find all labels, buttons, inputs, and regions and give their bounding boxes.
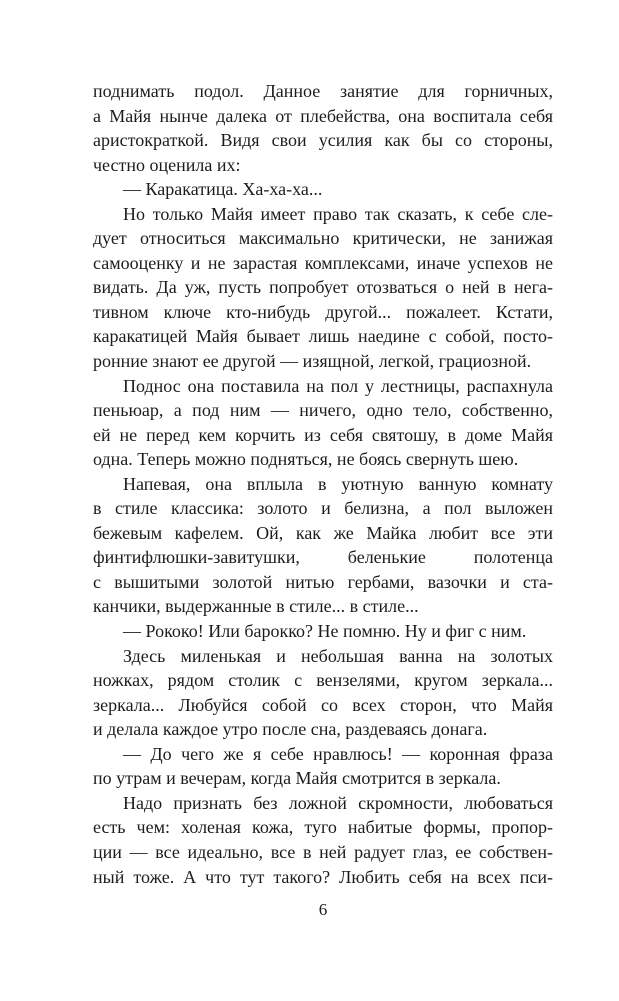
text-line: зеркала... Любуйся собой со всех сторон, что Майя <box>93 694 553 715</box>
paragraph <box>93 791 553 889</box>
text-line: аристократкой. Видя свои усилия как бы со стороны, <box>93 130 553 151</box>
paragraph <box>93 177 553 202</box>
text-line: Здесь миленькая и небольшая ванна на золотых <box>123 645 553 666</box>
text-line: дует относиться максимально критически, не занижая <box>93 228 553 249</box>
text-line: ронние знают ее другой — изящной, легкой, грациозной. <box>93 351 532 372</box>
text-line: честно оценила их: <box>93 154 241 175</box>
text-line: тивном ключе кто-нибудь другой... пожалеет. Кстати, <box>93 301 553 322</box>
text-line: финтифлюшки-завитушки, беленькие полотенца <box>93 547 553 568</box>
text-line: с вышитыми золотой нитью гербами, вазочки и ста- <box>93 571 553 592</box>
text-line: Поднос она поставила на пол у лестницы, распахнула <box>123 375 553 396</box>
paragraph <box>93 374 553 472</box>
text-line: видать. Да уж, пусть попробует отозваться о ней в нега- <box>93 277 553 298</box>
text-line: а Майя нынче далека от плебейства, она воспитала себя <box>93 105 553 126</box>
text-line: самооценку и не зарастая комплексами, иначе успехов не <box>93 252 553 273</box>
text-line: в стиле классика: золото и белизна, а пол выложен <box>93 498 553 519</box>
text-line: поднимать подол. Данное занятие для горничных, <box>93 81 553 101</box>
text-line: Надо признать без ложной скромности, любоваться <box>123 792 553 813</box>
text-line: ножках, рядом столик с вензелями, кругом зеркала... <box>93 670 553 691</box>
text-line: по утрам и вечерам, когда Майя смотрится в зеркала. <box>93 768 501 789</box>
text-line: — Рококо! Или барокко? Не помню. Ну и фиг с ним. <box>123 621 527 642</box>
paragraph <box>93 202 553 374</box>
text-line: — До чего же я себе нравлюсь! — коронная фраза <box>123 743 553 764</box>
page-number: 6 <box>318 900 328 919</box>
text-line: ции — все идеально, все в ней радует глаз, ее собствен- <box>93 841 553 862</box>
text-line: есть чем: холеная кожа, туго набитые формы, пропор- <box>93 817 553 838</box>
text-line: ный тоже. А что тут такого? Любить себя на всех пси- <box>93 866 553 887</box>
text-line: — Каракатица. Ха-ха-ха... <box>123 179 323 200</box>
paragraph <box>93 472 553 619</box>
text-line: ей не перед кем корчить из себя святошу, в доме Майя <box>93 424 553 445</box>
text-line: канчики, выдержанные в стиле... в стиле... <box>93 596 419 617</box>
paragraph <box>93 644 553 742</box>
text-block <box>93 79 553 889</box>
text-line: каракатицей Майя бывает лишь наедине с собой, посто- <box>93 326 553 347</box>
text-line: и делала каждое утро после сна, раздеваясь донага. <box>93 719 488 740</box>
paragraph <box>93 619 553 644</box>
text-line: одна. Теперь можно подняться, не боясь свернуть шею. <box>93 449 519 470</box>
text-line: Но только Майя имеет право так сказать, к себе сле- <box>123 203 553 224</box>
text-line: пеньюар, а под ним — ничего, одно тело, собственно, <box>93 400 553 421</box>
text-line: Напевая, она вплыла в уютную ванную комнату <box>123 473 553 494</box>
paragraph <box>93 742 553 791</box>
text-line: бежевым кафелем. Ой, как же Майка любит все эти <box>93 522 553 543</box>
paragraph <box>93 79 553 177</box>
